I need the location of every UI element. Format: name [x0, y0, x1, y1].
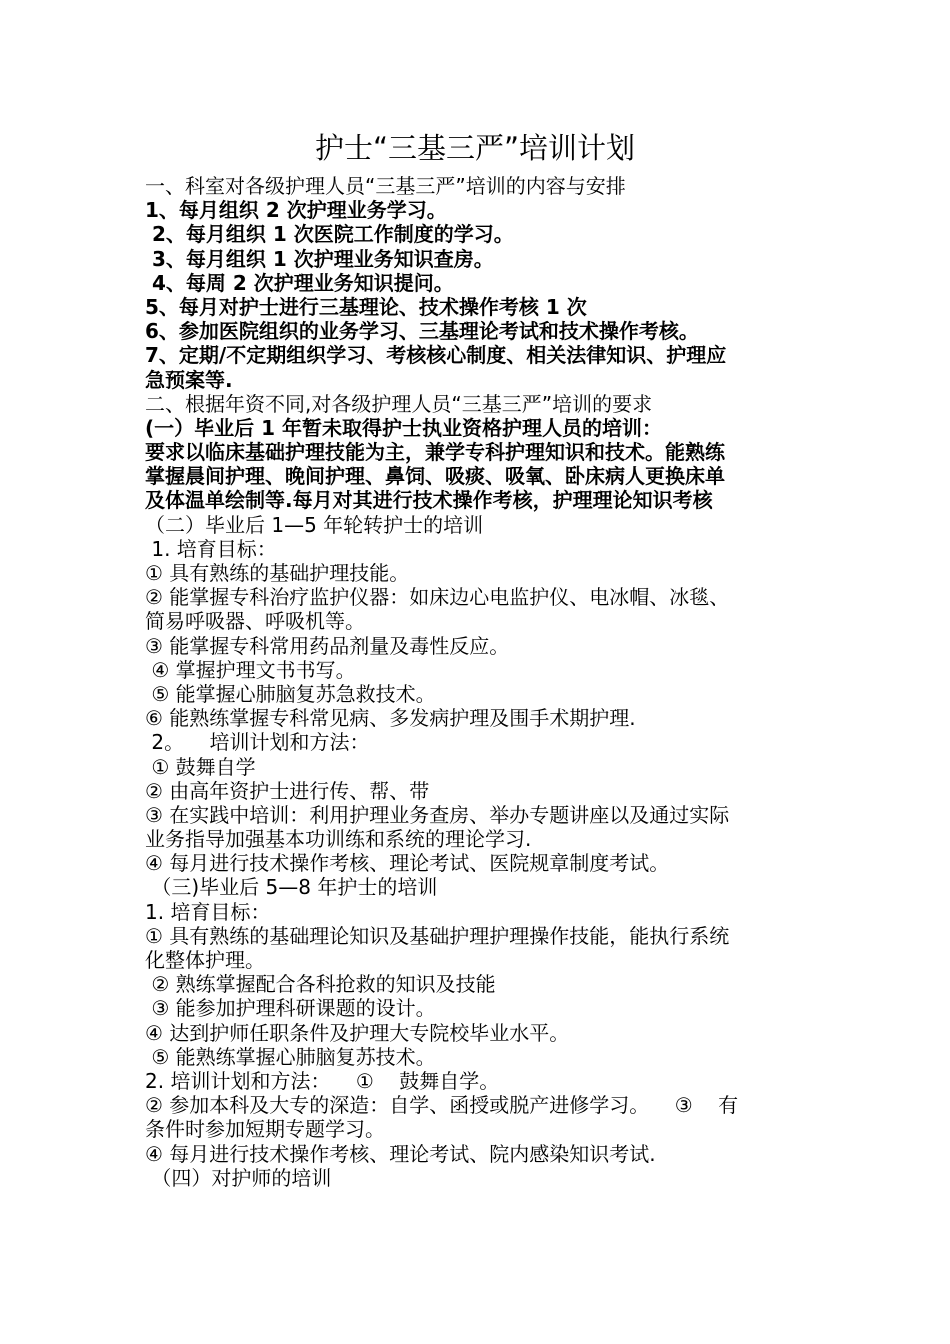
- text-line: 业务指导加强基本功训练和系统的理论学习.: [145, 827, 532, 852]
- text-line: ④ 达到护师任职条件及护理大专院校毕业水平。: [145, 1020, 570, 1045]
- text-line: 6、参加医院组织的业务学习、三基理论考试和技术操作考核。: [145, 319, 699, 344]
- text-line: 要求以临床基础护理技能为主，兼学专科护理知识和技术。能熟练: [145, 440, 725, 465]
- text-line: 3、每月组织 1 次护理业务知识查房。: [145, 246, 494, 271]
- text-line: ⑤ 能掌握心肺脑复苏急救技术。: [145, 681, 436, 706]
- text-line: 7、定期/不定期组织学习、考核核心制度、相关法律知识、护理应: [145, 343, 727, 368]
- text-line: 2、每月组织 1 次医院工作制度的学习。: [145, 222, 514, 247]
- text-line: ⑥ 能熟练掌握专科常见病、多发病护理及围手术期护理.: [145, 706, 636, 731]
- text-line: ④ 每月进行技术操作考核、理论考试、医院规章制度考试。: [145, 851, 670, 876]
- text-line: ① 具有熟练的基础护理技能。: [145, 561, 410, 585]
- text-line: 化整体护理。: [145, 948, 265, 972]
- subsection-heading: （三)毕业后 5—8 年护士的培训: [145, 875, 438, 900]
- text-line: 1. 培育目标：: [145, 899, 271, 924]
- text-line: 4、每周 2 次护理业务知识提问。: [145, 270, 454, 295]
- text-line: ② 参加本科及大专的深造：自学、函授或脱产进修学习。 ③ 有: [145, 1093, 739, 1118]
- text-line: ② 熟练掌握配合各科抢救的知识及技能: [145, 972, 496, 997]
- text-line: ② 由高年资护士进行传、帮、带: [145, 778, 430, 803]
- text-line: 及体温单绘制等.每月对其进行技术操作考核，护理理论知识考核: [145, 488, 713, 513]
- text-line: ④ 掌握护理文书书写。: [145, 657, 356, 682]
- text-line: ⑤ 能熟练掌握心肺脑复苏技术。: [145, 1044, 436, 1069]
- text-line: 掌握晨间护理、晚间护理、鼻饲、吸痰、吸氧、卧床病人更换床单: [145, 464, 725, 489]
- text-line: 简易呼吸器、呼吸机等。: [145, 609, 365, 634]
- document-title: 护士“三基三严”培训计划: [314, 131, 636, 165]
- text-line: 2. 培训计划和方法： ① 鼓舞自学。: [145, 1068, 500, 1093]
- text-line: 5、每月对护士进行三基理论、技术操作考核 1 次: [145, 294, 587, 319]
- text-line: ① 鼓舞自学: [145, 754, 256, 779]
- text-line: 1、每月组织 2 次护理业务学习。: [145, 198, 447, 223]
- text-line: 2。 培训计划和方法：: [145, 730, 370, 755]
- text-line: ③ 能参加护理科研课题的设计。: [145, 996, 436, 1021]
- text-line: 1. 培育目标：: [145, 536, 277, 561]
- text-line: ③ 能掌握专科常用药品剂量及毒性反应。: [145, 633, 510, 658]
- subsection-heading: （四）对护师的培训: [145, 1165, 332, 1190]
- text-line: 条件时参加短期专题学习。: [145, 1117, 385, 1142]
- subsection-heading: (一）毕业后 1 年暂未取得护士执业资格护理人员的培训：: [145, 415, 662, 440]
- text-line: ① 具有熟练的基础理论知识及基础护理护理操作技能，能执行系统: [145, 923, 730, 948]
- text-line: ③ 在实践中培训：利用护理业务查房、举办专题讲座以及通过实际: [145, 802, 730, 827]
- text-line: ② 能掌握专科治疗监护仪器：如床边心电监护仪、电冰帽、冰毯、: [145, 585, 730, 610]
- section-heading: 一、科室对各级护理人员“三基三严”培训的内容与安排: [145, 174, 626, 198]
- text-line: 急预案等.: [145, 367, 233, 392]
- text-line: ④ 每月进行技术操作考核、理论考试、院内感染知识考试.: [145, 1141, 656, 1166]
- document-body: [145, 174, 815, 1190]
- subsection-heading: （二）毕业后 1—5 年轮转护士的培训: [145, 512, 484, 537]
- section-heading: 二、根据年资不同,对各级护理人员“三基三严”培训的要求: [145, 391, 653, 416]
